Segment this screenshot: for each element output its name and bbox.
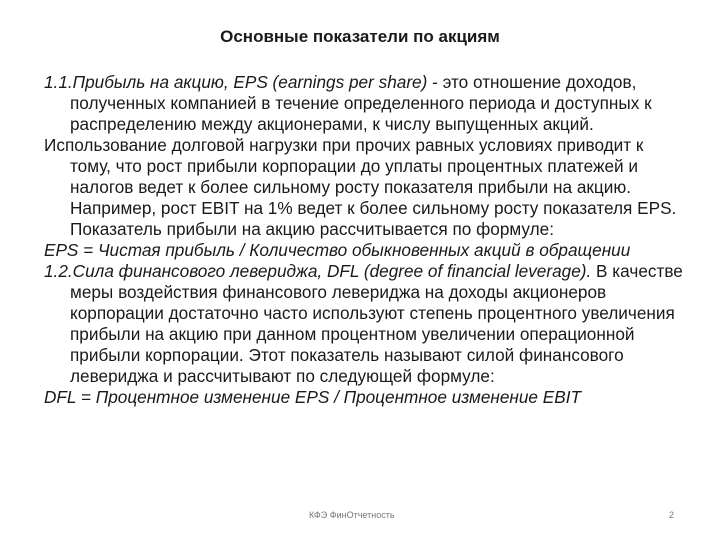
page-number: 2 xyxy=(669,510,675,520)
slide-title: Основные показатели по акциям xyxy=(220,27,500,46)
slide-footer: КФЭ ФинОтчетность xyxy=(309,510,395,520)
dfl-text: В качестве меры воздействия финансового левериджа на доходы акционеров корпорации достаточно часто используют степень процентного увеличения прибыли на акцию при данном процентном увеличении операционной прибыли корпорации. Этот показатель называют силой финансового левериджа и рассчитывают по следующей формуле: xyxy=(70,261,683,386)
dfl-formula: DFL = Процентное изменение EPS / Процентное изменение EBIT xyxy=(44,387,581,407)
eps-formula: EPS = Чистая прибыль / Количество обыкновенных акций в обращении xyxy=(44,240,631,260)
slide-body xyxy=(44,72,684,408)
eps-definition: - это отношение доходов, полученных компанией в течение определенного периода и доступных к распределению между акционерами, к числу выпущенных акций. xyxy=(70,72,652,134)
dfl-paragraph xyxy=(44,261,684,387)
dfl-heading: 1.2.Сила финансового левериджа, DFL (degree of financial leverage). xyxy=(44,261,592,281)
leverage-usage-paragraph: Использование долговой нагрузки при прочих равных условиях приводит к тому, что рост прибыли корпорации до уплаты процентных платежей и налогов ведет к более сильному росту показателя прибыли на акцию. Например, рост EBIT на 1% ведет к более сильному росту показателя EPS. Показатель прибыли на акцию рассчитывается по формуле: xyxy=(44,135,677,239)
eps-paragraph xyxy=(44,72,684,135)
eps-heading: 1.1.Прибыль на акцию, EPS (earnings per share) xyxy=(44,72,428,92)
